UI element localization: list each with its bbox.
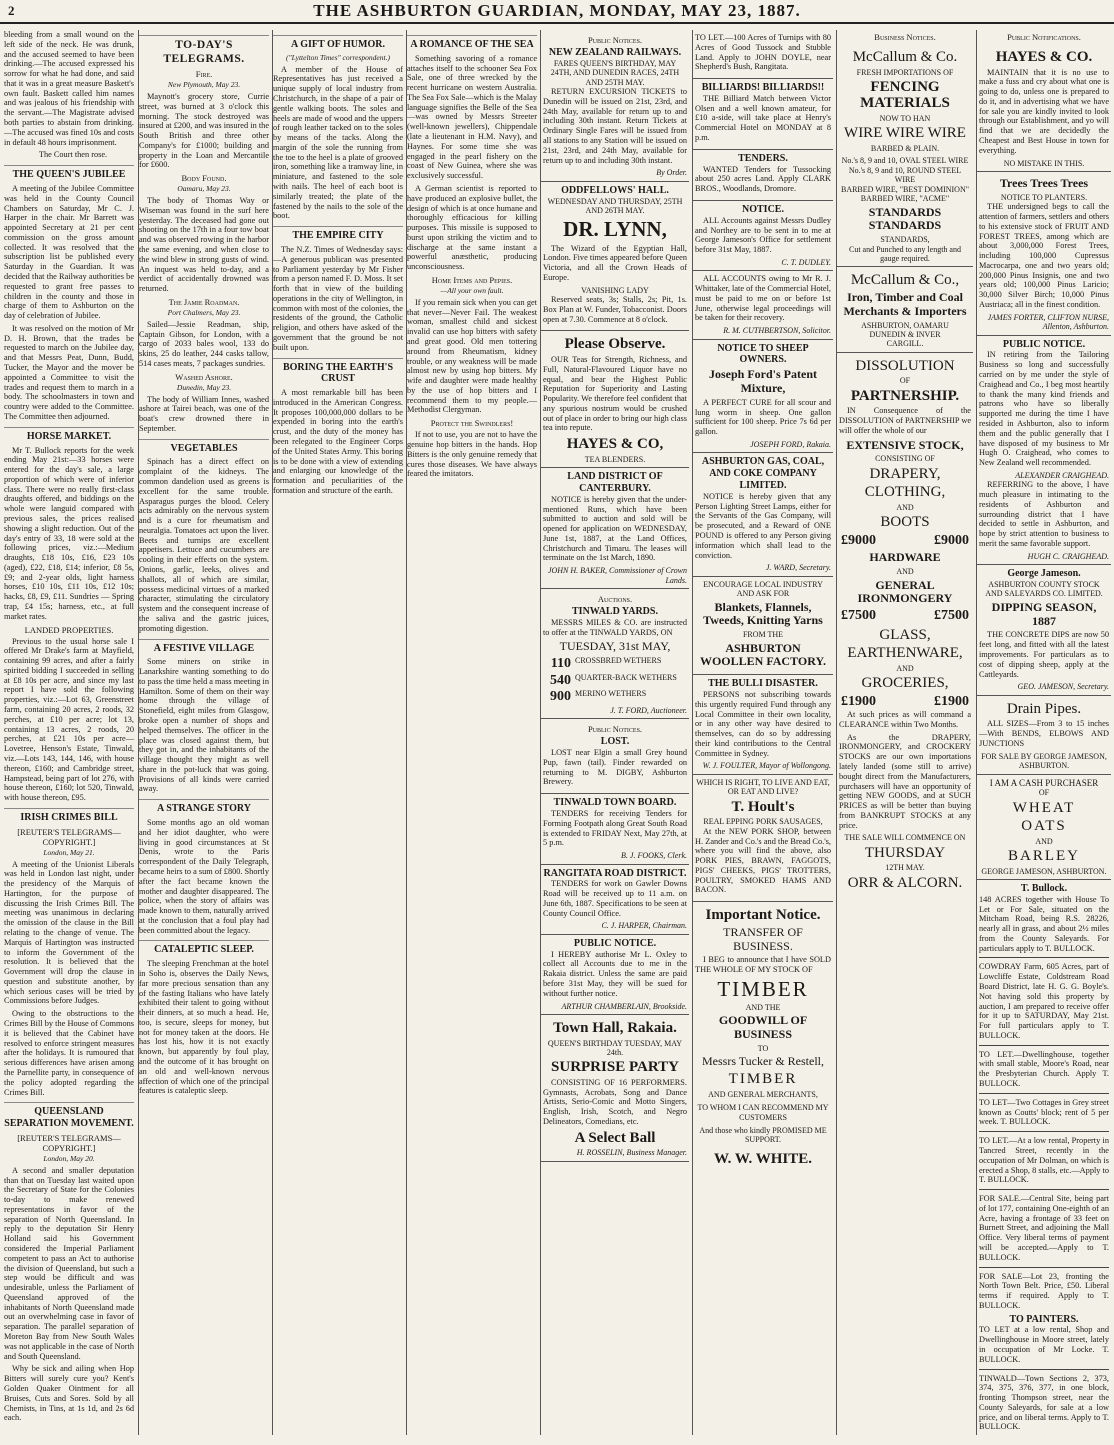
- ad-display: HAYES & CO,: [566, 436, 664, 453]
- article-text: Previous to the usual horse sale I offered Mr Drake's farm at Mayfield, containing 99 acres, and after a fairly spirited bidding I succeeded in selling at £8 10s per acre, and since my last report I have sold the following properties, viz.:—Lot 63, Greenstreet farm, containing 20 acres, 2 roods, 32 perches, at £10 per acre; lot 13, containing 13 acres, 2 roods, 20 perches, at £21 10s per acre—Lovetree, Henson's Estate, Tinwald, viz.—Lots 143, 144, 146, with house thereon, £160; and Cambridge street, Hampstead, being part of lot 276, with house thereon, £160; lot 520, Tinwald, with house thereon, £95.: [4, 636, 134, 803]
- column-2: [138, 30, 269, 1435]
- ad-subtitle: AND GENERAL MERCHANTS,: [708, 1089, 818, 1099]
- ad-tea: [541, 331, 689, 468]
- ad-text: MESSRS MILES & CO. are instructed to offer at the TINWALD YARDS, ON: [543, 617, 687, 637]
- ad-display: EXTENSIVE STOCK,: [846, 437, 964, 452]
- ad-text: At the NEW PORK SHOP, between H. Zander and Co.'s and the Bread Co.'s, where you will find the above, also PORK PIES, BRAWN, FAGGOTS, PIGS' CHEEKS, PIGS' TROTTERS, POULTRY, SMOKED HAMS AND BACON.: [695, 826, 831, 895]
- headline: VEGETABLES: [139, 439, 269, 455]
- ad-text: ALL Accounts against Messrs Dudley and Northey are to be sent in to me at George Jameson's Office for settlement before 31st May, 1887.: [695, 215, 831, 255]
- ad-text: As the DRAPERY, IRONMONGERY, and CROCKERY STOCKS are our own importations lately landed (some still to arrive) bought direct from the Manufacturers, purchasers will have an opportunity of getting NEW GOODS, and at SUCH PRICES as will be better than buying from BANKRUPT STOCKS at any price.: [839, 732, 971, 830]
- ad-text: Reserved seats, 3s; Stalls, 2s; Pit, 1s. Box Plan at W. Funder, Tobacconist. Doors open at 7.30. Commence at 8 o'clock.: [543, 295, 687, 324]
- ad-subtitle: GEORGE JAMESON, ASHBURTON.: [981, 866, 1107, 876]
- ad-text: At such prices as will command a CLEARANCE within Two Months.: [839, 710, 971, 729]
- ad-hayes: [977, 44, 1111, 172]
- lot-list: [543, 656, 687, 706]
- ad-display: GENERAL IRONMONGERY: [857, 577, 953, 606]
- ad-subtitle: NOTICE TO PLANTERS.: [1000, 192, 1088, 202]
- ad-tailoring: [977, 336, 1111, 566]
- ad-text: TENDERS for receiving Tenders for Forming Footpath along Great South Road is extended to FRIDAY Next, May 27th, at 5 p.m.: [543, 808, 687, 848]
- ad-signature: JOHN H. BAKER, Commissioner of Crown Lands.: [547, 566, 687, 585]
- headline: THE QUEEN'S JUBILEE: [4, 165, 134, 181]
- ad-text: IN Consequence of the DISSOLUTION of PARTNERSHIP we will offer the whole of our: [839, 406, 971, 435]
- ad-text: ALL SIZES—From 3 to 15 inches—With BENDS, ELBOWS AND JUNCTIONS: [979, 719, 1109, 748]
- ad-transfer-business: [693, 902, 833, 1172]
- ad-signature: JOSEPH FORD, Rakaia.: [750, 439, 831, 449]
- ad-signature: H. ROSSELIN, Business Manager.: [576, 1148, 687, 1158]
- headline: QUEENSLAND SEPARATION MOVEMENT.: [4, 1102, 134, 1130]
- ad-display: TIMBER: [717, 976, 809, 1001]
- ad-subtitle: ENCOURAGE LOCAL INDUSTRY: [703, 579, 823, 589]
- price-row: [839, 694, 971, 711]
- article-text: A meeting of the Jubilee Committee was held in the County Council Chambers on Saturday, Mr C. J. Harper in the chair. Mr Barrett was appointed Secretary at 21 per cent commission on the gross amount collected. It was resolved that the subscription list be published every Saturday in the Guardian. It was decided that the Railway authorities be requested to grant free passes to children in the county and those in charge of them to Ashburton on the day of celebration of Jubilee.: [4, 183, 134, 321]
- page-number: 2: [8, 3, 16, 18]
- ad-title: PUBLIC NOTICE.: [1002, 338, 1086, 350]
- ad-signature: W. J. FOULTER, Mayor of Wollongong.: [702, 761, 831, 771]
- article-text: A meeting of the Unionist Liberals was held in London last night, under the presidency of the Marquis of Hartington, for the purpose of discussing the Irish Crimes Bill. The meeting was unanimous in declaring the omission of the clause in the Bill relating to the change of venue. The Marquis of Hartington was instructed to inform the Government of the resolution. It is believed that the Government will drop the clause in question and substitute another, by which serious cases will be tried by Commissions before Judges.: [4, 859, 134, 1006]
- ad-land-district: [541, 468, 689, 589]
- ad-public-notice: [541, 935, 689, 1015]
- list-item: [543, 656, 687, 673]
- article-text: Something savoring of a romance attaches itself to the schooner Sea Fox Sale, one of three wrecked by the recent hurricane on western Australia. The Sea Fox Sale—which is the Malay language signifies the Belle of the Sea—was owned by Messrs Streeter (well-known jewellers), Chippendale (late a lieutenant in H.M. Navy), and Haynes. For some time she was engaged in the pearl fishery on the coast of New Guinea, where she was exclusively successful.: [407, 53, 537, 181]
- price: £7500: [841, 608, 876, 624]
- article-text: Some miners on strike in Lanarkshire wanting something to do to pass the time held a mass meeting in Hamilton. Some of them on their way home through the village of Stonefield, eight miles from Glasgow, broke open a number of shops and helped themselves. The officer in the place was closed against them, but they got in, and the inhabitants of the village thought they might as well share in the pot-luck that was going. Provisions of all kinds were carried away.: [139, 657, 269, 794]
- ad-title: TINWALD YARDS.: [572, 606, 658, 618]
- ad-display: WHEAT: [1012, 799, 1076, 816]
- dateline: New Plymouth, May 23.: [167, 80, 241, 90]
- ad-title: TENDERS.: [738, 152, 788, 164]
- subheading: Washed Ashore.: [175, 371, 233, 382]
- ad-display: Joseph Ford's Patent Mixture,: [709, 367, 817, 396]
- article-text: Owing to the obstructions to the Crimes Bill by the House of Commons it is believed that the Cabinet have resolved to enforce stringent measures after the holidays. It is rumoured that serious differences have arisen among the Parnellite party, in consequence of the policy adopted regarding the Crimes Bill.: [4, 1009, 134, 1097]
- ad-display: SURPRISE PARTY: [551, 1059, 679, 1076]
- divider: [979, 1045, 1109, 1046]
- section-heading: Public Notices.: [587, 724, 643, 735]
- ad-text: TO LET—Two Cottages in Grey street known as Coutts' block; rent of 5 per week. T. BULLOCK.: [979, 1097, 1109, 1127]
- column-8: [976, 30, 1111, 1435]
- ad-display: PARTNERSHIP.: [850, 387, 960, 404]
- ad-display: Blankets, Flannels, Tweeds, Knitting Yarns: [703, 599, 823, 628]
- ad-subtitle: CONSISTING OF: [875, 454, 935, 464]
- ad-subtitle: FOR SALE BY GEORGE JAMESON, ASHBURTON.: [981, 751, 1107, 771]
- ad-text: I BEG to announce that I have SOLD THE WHOLE OF MY STOCK OF: [695, 955, 831, 975]
- ad-signature: R. M. CUTHBERTSON, Solicitor.: [723, 326, 831, 336]
- ad-oddfellows: [541, 182, 689, 332]
- ad-bulli-disaster: [693, 675, 833, 775]
- list-item: No.'s 8, 9 and 10, OVAL STEEL WIRE: [841, 156, 969, 166]
- ad-text: ALL ACCOUNTS owing to Mr R. J. Whittaker, late of the Commercial Hotel, must be paid to me on or before 1st June, otherwise legal proceedings will be taken for their recovery.: [695, 274, 831, 323]
- ad-signature: C. J. HARPER, Chairman.: [601, 921, 687, 931]
- ad-subtitle: REAL EPPING PORK SAUSAGES,: [703, 817, 823, 827]
- headline: A STRANGE STORY: [139, 799, 269, 815]
- ad-lost: [541, 719, 689, 794]
- ad-subtitle: DUNEDIN & INVER: [869, 329, 941, 339]
- ad-mccallum-merchants: [837, 267, 973, 352]
- ad-title: LOST.: [600, 736, 630, 748]
- ad-display: TRANSFER OF BUSINESS.: [723, 924, 803, 953]
- ad-display: Please Observe.: [564, 336, 666, 353]
- ad-display: FENCING MATERIALS: [860, 78, 950, 112]
- section-heading: Auctions.: [597, 594, 633, 605]
- ad-text: TO LET.—100 Acres of Turnips with 80 Acres of Good Tussock and Stubble Land. Apply to JOHN DOYLE, near Shepherd's Bush, Rangitata.: [695, 33, 831, 72]
- ad-text: WANTED Tenders for Tussocking about 250 acres Land. Apply CLARK BROS., Woodlands, Dromore.: [695, 164, 831, 194]
- headline: A ROMANCE OF THE SEA: [407, 35, 537, 51]
- headline: THE EMPIRE CITY: [273, 226, 403, 242]
- ad-signature: W. W. WHITE.: [714, 1150, 812, 1167]
- divider: [979, 1369, 1109, 1370]
- article-text: Sailed—Jessie Readman, ship, Captain Gibson, for London, with a cargo of 2033 bales wool, 133 do skins, 25 do leather, 244 casks tallow, 514 cases meats, 7 packages sundries.: [139, 319, 269, 368]
- ad-subtitle: FROM THE: [742, 630, 784, 640]
- ad-display: GLASS,: [879, 626, 931, 643]
- subheading: Protect the Swindlers!: [430, 418, 514, 429]
- price: £7500: [934, 608, 969, 624]
- ad-hoult-sausages: [693, 775, 833, 902]
- ad-display: BARLEY: [1008, 848, 1080, 865]
- ad-display: HAYES & CO.: [995, 49, 1093, 66]
- ad-text: REFERRING to the above, I have much pleasure in intimating to the residents of Ashburton and surrounding district that I have decided to settle in Ashburton, and hope by strict attention to business to merit the same favorable support.: [979, 480, 1109, 548]
- section-heading: Public Notifications.: [1007, 32, 1081, 42]
- ad-text: THE Billiard Match between Victor Olsen and a well known amateur, for £10 a-side, will take place at Henry's Commercial Hotel on MONDAY at 8 p.m.: [695, 93, 831, 143]
- subheading: LANDED PROPERTIES.: [24, 624, 114, 635]
- ad-text: NOTICE is hereby given that the under-mentioned Runs, which have been submitted to auction and sold will be opened for application on WEDNESDAY, June 1st, 1887, at the Land Offices, Christchurch and Timaru. The leases will terminate on the 1st March, 1890.: [543, 494, 687, 563]
- ad-text: FOR SALE—Lot 23, fronting the North Town Belt. Price, £50. Liberal terms if required. Apply to T. BULLOCK.: [979, 1271, 1109, 1310]
- headline: TO-DAY'S TELEGRAMS.: [139, 35, 269, 66]
- ad-display: TIMBER: [728, 1071, 798, 1088]
- list-item: BARBED WIRE, "BEST DOMINION": [840, 184, 969, 194]
- divider: [979, 957, 1109, 958]
- divider: [979, 1267, 1109, 1268]
- ad-grain-purchaser: [977, 775, 1111, 880]
- dateline: Dunedin, May 23.: [176, 382, 232, 392]
- ad-trees: [977, 172, 1111, 336]
- ad-subtitle: 12TH MAY.: [885, 863, 925, 873]
- price: £1900: [841, 693, 876, 709]
- ad-subtitle: And those who kindly PROMISED ME SUPPORT.: [699, 1125, 827, 1145]
- column-4: [406, 30, 537, 1435]
- ad-text: THE CONCRETE DIPS are now 50 feet long, and fitted with all the latest improvements. For particulars as to cost of dipping sheep, apply at the Cattleyards.: [979, 630, 1109, 679]
- ad-display: OATS: [1021, 818, 1067, 835]
- subheading: [REUTER'S TELEGRAMS—COPYRIGHT.]: [17, 826, 121, 847]
- ad-title: THE BULLI DISASTER.: [708, 678, 818, 690]
- lot-count: 110: [550, 656, 571, 672]
- ad-title: NOTICE TO SHEEP OWNERS.: [717, 342, 809, 366]
- ad-signature: J. T. FORD, Auctioneer.: [610, 705, 687, 715]
- ad-dipping: [977, 565, 1111, 696]
- headline: A FESTIVE VILLAGE: [139, 639, 269, 655]
- ad-accounts-owing: [693, 271, 833, 339]
- ad-text: OUR Teas for Strength, Richness, and Full, Natural-Flavoured Liquor have no equal, and bear the Highest Public Reputation for Superiority and Lasting Popularity. We therefore feel confident that any spurious nostrum would be crushed out of place in order to bring our high class tea into repute.: [543, 354, 687, 433]
- ad-display: DR. LYNN,: [563, 217, 667, 242]
- ad-tinwald-yards: [541, 589, 689, 719]
- ad-title: ODDFELLOWS' HALL.: [561, 184, 669, 196]
- ad-subtitle: AND: [896, 663, 914, 673]
- ad-text: A PERFECT CURE for all scour and lung worm in sheep. One gallon sufficient for 100 sheep. Price 7s 6d per gallon.: [695, 397, 831, 437]
- ad-sheep-mixture: [693, 340, 833, 454]
- ad-title: BILLIARDS! BILLIARDS!!: [701, 82, 825, 94]
- ad-display: DRAPERY,: [869, 465, 941, 482]
- ad-text: MAINTAIN that it is no use to make a fuss and cry about what one is going to do, unless one is prepared to do it, and in advertising what we have for sale you are kindly invited to look through our Establishment, and yo will find that we are decidedly the Cheapest and Best House in town for everything.: [979, 67, 1109, 155]
- ad-subtitle: AND THE: [745, 1002, 781, 1012]
- ad-text: TO LET at a low rental, Shop and Dwellinghouse in Moore street, lately in occupation of Mr Locke. T. BULLOCK.: [979, 1325, 1109, 1364]
- headline: IRISH CRIMES BILL: [4, 808, 134, 824]
- ad-subtitle: STANDARDS,: [880, 235, 930, 245]
- list-item: [543, 689, 687, 706]
- divider: [979, 1093, 1109, 1094]
- ad-display: T. Hoult's: [731, 798, 795, 815]
- article-text: A most remarkable bill has been introduced in the American Congress. It proposes 100,000,000 dollars to be expended in boring into the earth's crust, and the duty of the money has been relegated to the Engineer Corps of the United States Army. This boring is to be done with a view of extending and enlarging our knowledge of the formation and peculiarities of the formation and structure of the earth.: [273, 388, 403, 495]
- price: £1900: [934, 693, 969, 709]
- ad-railways: [541, 30, 689, 182]
- ad-rangitata: [541, 865, 689, 935]
- ad-title: ASHBURTON GAS, COAL, AND COKE COMPANY LIMITED.: [701, 456, 825, 492]
- ad-signature: GEO. JAMESON, Secretary.: [1017, 682, 1109, 692]
- ad-subtitle: Cut and Punched to any length and gauge required.: [849, 244, 961, 263]
- article-text: If you remain sick when you can get that never—Never Fail. The weakest woman, smallest child and sickest invalid can use hop bitters with safety and great good. Old men tottering around from Rheumatism, kidney trouble, or any weakness will be made almost new by using hop bitters. My wife and daughter were made healthy by the use of hop bitters and I recommend them to my people.—Methodist Clergyman.: [407, 297, 537, 415]
- ad-title: PUBLIC NOTICE.: [573, 937, 657, 949]
- price: £9000: [934, 532, 969, 548]
- column-7: [836, 30, 973, 1435]
- ad-signature: By Order.: [656, 168, 687, 178]
- ad-text: IN retiring from the Tailoring Business so long and successfully carried on by me under the style of Craighead and Co., I beg most heartily to thank the many kind friends and patrons who have so liberally supported me during the time I have resided in Ashburton, also to inform them and the public generally that I have disposed of my business to Mr Hugh O. Craighead, who comes to New Zealand well recommended.: [979, 350, 1109, 468]
- ad-text: 148 ACRES together with House To Let or For Sale, situated on the Mitcham Road, being R.S. 28226, nearly all in grass, and about 2½ miles from the County Saleyards. For particulars apply to T. BULLOCK.: [979, 894, 1109, 953]
- ad-display: TUESDAY, 31st MAY,: [559, 639, 671, 654]
- ad-display: DISSOLUTION: [855, 357, 955, 374]
- ad-title: George Jameson.: [1007, 568, 1081, 580]
- ad-text: NOTICE is hereby given that any Person Lighting Street Lamps, either for the Servants of the Gas Company, will be prosecuted, and a Reward of ONE POUND is offered to any Person giving information which shall lead to the conviction.: [695, 491, 831, 560]
- list-item: [543, 673, 687, 690]
- list-item: BARBED WIRE, "ACME": [860, 194, 950, 204]
- subheading: The Jamie Roadman.: [168, 296, 240, 307]
- ad-subtitle: FARES QUEEN'S BIRTHDAY, MAY 24TH, AND DUNEDIN RACES, 24TH AND 25TH MAY.: [550, 58, 680, 87]
- column-6: [692, 30, 833, 1435]
- divider: [979, 1131, 1109, 1132]
- ad-text: I HEREBY authorise Mr L. Oxley to collect all Accounts due to me in the Rakaia district. Unless the same are paid before 31st May, they will be sued for without further notice.: [543, 949, 687, 998]
- ad-display: McCallum & Co.: [852, 49, 958, 66]
- ad-display: EARTHENWARE,: [847, 645, 963, 662]
- ad-subtitle: WHICH IS RIGHT, TO LIVE AND EAT, OR EAT AND LIVE?: [696, 777, 830, 797]
- ad-display: VANISHING LADY: [581, 285, 649, 295]
- ad-subtitle: AND: [896, 502, 914, 512]
- article-text: The Court then rose.: [38, 150, 108, 160]
- lot-description: MERINO WETHERS: [575, 689, 647, 699]
- ad-bullock-properties: [977, 880, 1111, 1435]
- article-text: It was resolved on the motion of Mr D. H. Brown, that the trades be requested to march on the Jubilee day, and that Messrs Peat, Dunn, Budd, Tucker, the Mayor and the mover be appointed a Committee to visit the trades and request them to march in a body. The schoolmasters in town and country were added to the Committee. The Committee then adjourned.: [4, 323, 134, 421]
- ad-text: RETURN EXCURSION TICKETS to Dunedin will be issued on 21st, 23rd, and 24th May, available for return up to and including 30th instant. Return Tickets at Ordinary Single Fares will be issued from all stations to any Station will be issued on 21st, 23rd, and 24th May, available for return up to and including 30th instant.: [543, 87, 687, 165]
- section-heading: Business Notices.: [874, 32, 936, 42]
- article-text: Some months ago an old woman and her idiot daughter, who were living in good circumstances at St Denis, wrote to the Paris correspondent of the Daily Telegraph, became heirs to a sum of £800. Shortly after the fact became known the mother and daughter disappeared. The police, when the story of affairs was made known to them, naturally arrived at the conclusion that a foul play had been committed about the legacy.: [139, 818, 269, 935]
- ad-dissolution: [837, 353, 973, 897]
- subheading: Body Found.: [181, 173, 227, 184]
- ad-title: T. Bullock.: [1020, 882, 1068, 894]
- ad-display: CLOTHING,: [864, 484, 946, 501]
- article-text: bleeding from a small wound on the left side of the neck. He was drunk, and the accused seemed to have been drinking.—The accused expressed his sorrow for what he had done, and said that it was in a great measure Baskett's own fault. Baskett called him names and was jealous of his friendship with the servant.—The Magistrate advised both parties to abstain from drinking.—The accused was fined 10s and costs in default 48 hours imprisonment.: [4, 30, 134, 147]
- ad-display: Important Notice.: [705, 907, 821, 924]
- dateline: London, May 20.: [43, 1153, 95, 1163]
- ad-rakaia-hall: [541, 1015, 689, 1162]
- ad-signature: J. WARD, Secretary.: [765, 563, 831, 573]
- ad-billiards: [693, 79, 833, 150]
- article-text: The N.Z. Times of Wednesday says:—A generous publican was presented to Parliament yesterday by Mr Fisher from a person named F. D. Moss. It set forth that in view of the building operations in the city of Wellington, in common with most of the colonies, the residents of the ground, the Catholic religion, and others have asked of the government that the ground be not built upon.: [273, 244, 403, 352]
- ad-tenders: [693, 150, 833, 201]
- ad-subtitle: QUEEN'S BIRTHDAY TUESDAY, MAY 24th.: [547, 1038, 683, 1057]
- ad-subtitle: ASHBURTON, OAMARU: [861, 320, 949, 330]
- column-1: [4, 30, 134, 1435]
- article-text: Maynott's grocery store, Currie street, was burned at 3 o'clock this morning. The stock destroyed was insured at £200, and was insured in the South British and three other Company's for £1000; building and property in the Loan and Mercantile for £600.: [139, 91, 269, 170]
- article-text: Spinach has a direct effect on complaint of the kidneys. The common dandelion used as greens is excellent for the same trouble. Asparagus purges the blood. Celery acts admirably on the nervous system and is a cure for rheumatism and neuralgia. Tomatoes act upon the liver. Beets and turnips are excellent appetisers. Lettuce and cucumbers are cooling in their effects on the system. Onions, garlic, leeks, olives and shallots, all of which are similar, possess medicinal virtues of a marked character, stimulating the circulatory system and the consequent increase of the saliva and the gastric juices, promoting digestion.: [139, 457, 269, 633]
- divider: [979, 1189, 1109, 1190]
- list-item: No.'s 8, 9 and 10, ROUND STEEL WIRE: [848, 165, 962, 185]
- ad-subtitle: THE SALE WILL COMMENCE ON: [844, 833, 966, 843]
- ad-text: PERSONS not subscribing towards this urgently required Fund through any Local Committee in their own locality, or in any other way have desired to themselves, can do so by addressing their kind contributions to the Central Committee in Sydney.: [695, 690, 831, 758]
- dateline: Oamaru, May 23.: [177, 184, 231, 194]
- dateline: London, May 21.: [43, 847, 95, 857]
- ad-text: TO LET.—At a low rental, Property in Tancred Street, recently in the occupation of Mr Dolman, on which is erected a Shop, 8 stalls, etc.—Apply to T. BULLOCK.: [979, 1136, 1109, 1185]
- article-text: A member of the House of Representatives has just received a unique supply of local industry from Christchurch, in the shape of a pair of gentle walking boots. The soles and heels are made of wood and the uppers of rough leather tacked on to the soles by means of the tacks. Along the margin of the sole the running from the toe to the heel is a plate of grooved iron, something like a tramway line, in miniature, and fastened to the sole with nails. The heel of each boot is similarly treated; the plate of the fastened by the nails to the sole of the boot.: [273, 64, 403, 221]
- lot-description: CROSSBRED WETHERS: [575, 656, 662, 666]
- ad-display: BOOTS: [880, 514, 930, 531]
- ad-display: WIRE WIRE WIRE: [844, 125, 966, 142]
- ad-notice-accounts: [693, 201, 833, 271]
- subheading: [REUTER'S TELEGRAMS—COPYRIGHT.]: [17, 1132, 121, 1153]
- ad-title: NEW ZEALAND RAILWAYS.: [548, 47, 682, 59]
- ad-display: ASHBURTON WOOLLEN FACTORY.: [699, 640, 827, 669]
- headline: CATALEPTIC SLEEP.: [139, 940, 269, 956]
- ad-title: NOTICE.: [742, 203, 784, 215]
- ad-title: TO PAINTERS.: [1009, 1313, 1079, 1325]
- ad-subtitle: AND ASK FOR: [736, 589, 790, 599]
- ad-display: DIPPING SEASON, 1887: [991, 599, 1097, 628]
- ad-woollen-factory: [693, 577, 833, 676]
- ad-subtitle: AND: [1035, 836, 1053, 846]
- ad-text: FOR SALE.—Central Site, being part of lot 177, containing One-eighth of an Acre, having a frontage of 33 feet on Burnett Street, and adjoining the Mall Office. Very liberal terms of payment will be accepted.—Apply to T. BULLOCK.: [979, 1194, 1109, 1262]
- column-3: [272, 30, 403, 1435]
- ad-subtitle: AND: [896, 567, 914, 577]
- ad-subtitle: NOW TO HAN: [879, 113, 931, 123]
- ad-display: GOODWILL OF BUSINESS: [718, 1013, 808, 1042]
- ad-signature: JAMES FORTER, CLIFTON NURSE, Allenton, Ashburton.: [987, 312, 1109, 332]
- ad-signature: B. J. FOOKS, Clerk.: [621, 851, 687, 861]
- ad-subtitle: OF: [899, 376, 911, 386]
- lot-count: 540: [550, 672, 571, 688]
- byline: ("Lyttelton Times" correspondent.): [286, 52, 390, 62]
- ad-subtitle: OF: [1038, 788, 1050, 798]
- subheading: Fire.: [195, 69, 213, 80]
- ad-text: The Wizard of the Egyptian Hall, London. Five times appeared before Queen Victoria, and all the Crown Heads of Europe.: [543, 243, 687, 282]
- ad-display: A Select Ball: [574, 1129, 656, 1146]
- article-text: The body of Thomas Way or Wiseman was found in the surf here yesterday. The deceased had gone out shooting on the 17th in a four tow boat and was observed rowing in the harbor the same evening, and when close to the wind blew in strong gusts of wind. An inquest was held to-day, and a verdict of accidentally drowned was returned.: [139, 196, 269, 294]
- ad-subtitle: I AM A CASH PURCHASER: [989, 777, 1099, 788]
- headline: BORING THE EARTH'S CRUST: [273, 358, 403, 386]
- headline: A GIFT OF HUMOR.: [273, 35, 403, 51]
- ad-display: Drain Pipes.: [1006, 700, 1082, 717]
- ad-signature: ALEXANDER CRAIGHEAD.: [1015, 470, 1109, 480]
- article-text: The sleeping Frenchman at the hotel in Soho is, observes the Daily News, far more precious sensation than any of the fasting Italians who have lately exhibited their talent to going without their dinners, at so much a head. He, too, is secure, sleeps for money, but not for money taken at the doors. He has lost his, how it is not exactly known, but apparently by foul play, and the outcome of it has brought on an old and well-known nervous affection of which one of the principal features is cataleptic sleep.: [139, 959, 269, 1096]
- ad-tinwald-board: [541, 794, 689, 864]
- article-text: A German scientist is reported to have produced an explosive bullet, the design of which is at once humane and thoroughly efficacious for killing purposes. This missile is supposed to burst upon striking the victim and to discharge at the same instant a powerful anæsthetic, producing unconsciousness.: [407, 183, 537, 272]
- ad-display: HARDWARE: [869, 550, 941, 565]
- ad-signature: ARTHUR CHAMBERLAIN, Brookside.: [561, 1001, 687, 1011]
- ad-text: CONSISTING OF 16 PERFORMERS. Gymnasts, Acrobats, Song and Dance Artists, Serio-Comic and Motto Singers, English, Irish, Scotch, and Negro Delineators, Comedians, etc.: [543, 1077, 687, 1127]
- masthead: [0, 0, 1114, 24]
- ad-drain-pipes: [977, 696, 1111, 775]
- ad-display: Messrs Tucker & Restell,: [701, 1054, 824, 1069]
- masthead-title: THE ASHBURTON GUARDIAN, MONDAY, MAY 23, 1887.: [313, 1, 801, 20]
- subheading: —All your own fault.: [440, 286, 504, 295]
- ad-subtitle: TO: [757, 1043, 769, 1053]
- ad-text: THE undersigned begs to call the attention of farmers, settlers and others to his extensive stock of FRUIT AND FOREST TREES, among which are about 3,000,000 Forest Trees, including 100,000 Cupressus Macrocarpa, one and two years old; 200,000 Pinus Insignis, one and two years old; 100,000 Pinus Laricio; 30,000 Silver Birch; 10,000 Pinus Austriaca; all in the finest condition.: [979, 202, 1109, 310]
- article-text: A second and smaller deputation than that on Tuesday last waited upon the Secretary of State for the Colonies to-day to make renewed representations in favor of the separation of North Queensland. In reply to the deputation Sir Henry Holland said his Government considered the Imperial Parliament competent to pass an Act to authorise the division of Queensland, but such a step would be difficult and was undesirable, unless the Parliament of Queensland approved of the inhabitants of North Queensland made out an overwhelming case in favor of separation. The parallel separation of Moreton Bay from New South Wales was not applicable in the case of North and South Queensland.: [4, 1165, 134, 1361]
- ad-gas-company: [693, 453, 833, 576]
- ad-display: THURSDAY: [864, 844, 946, 861]
- ad-display: GROCERIES,: [861, 675, 949, 692]
- price-row: [839, 608, 971, 625]
- ad-display: Iron, Timber and Coal Merchants & Importers: [843, 289, 967, 318]
- ad-title: RANGITATA ROAD DISTRICT.: [543, 867, 687, 879]
- article-text: If not to use, you are not to have the genuine hop bitters in the hands. Hop Bitters is the only genuine remedy that cures those diseases. We have always feared the imitators.: [407, 430, 537, 479]
- article-text: The body of William Innes, washed ashore at Tairei beach, was one of the boat's crew drowned there in September.: [139, 394, 269, 433]
- ad-title: LAND DISTRICT OF CANTERBURY.: [567, 471, 663, 494]
- ad-subtitle: BARBED & PLAIN.: [870, 143, 940, 153]
- ad-display: Trees Trees Trees: [999, 175, 1089, 190]
- ad-text: TINWALD—Town Sections 2, 373, 374, 375, 376, 377, in one block, fronting Thompson street, near the County Saleyards, for sale at a low price, and on liberal terms. Apply to T. BULLOCK.: [979, 1373, 1109, 1432]
- ad-signature: HUGH C. CRAIGHEAD.: [1027, 551, 1109, 561]
- ad-signature: C. T. DUDLEY.: [781, 257, 831, 267]
- ad-subtitle: WEDNESDAY AND THURSDAY, 25TH AND 26TH MAY.: [547, 196, 683, 216]
- article-text: Why be sick and ailing when Hop Bitters will surely cure you? Kent's Golden Quaker Ointment for all Bruises, Cuts and Sores. Sold by all Chemists, in Tins, at 1s 1d, and 2s 6d each.: [4, 1364, 134, 1423]
- subheading: Home Items and Pepies.: [431, 274, 513, 285]
- ad-subtitle: FRESH IMPORTATIONS OF: [856, 67, 954, 77]
- price-row: [839, 533, 971, 550]
- ad-subtitle: ASHBURTON COUNTY STOCK AND SALEYARDS CO. LIMITED.: [985, 580, 1103, 599]
- ad-title: TINWALD TOWN BOARD.: [553, 797, 677, 809]
- headline: HORSE MARKET.: [4, 427, 134, 443]
- column-5: [540, 30, 689, 1435]
- dateline: Port Chalmers, May 23.: [167, 307, 241, 317]
- ad-text: TO LET.—Dwellinghouse, together with small stable, Moore's Road, near the Presbyterian Church. Apply T. BULLOCK.: [979, 1049, 1109, 1089]
- ad-display: STANDARDS STANDARDS: [868, 204, 942, 233]
- ad-display: McCallum & Co.,: [850, 272, 960, 289]
- ad-subtitle: TEA BLENDERS.: [584, 454, 646, 464]
- lot-description: QUARTER-BACK WETHERS: [575, 672, 677, 682]
- ad-display: Town Hall, Rakaia.: [553, 1020, 677, 1037]
- ad-subtitle: TO WHOM I CAN RECOMMEND MY CUSTOMERS: [697, 1103, 829, 1122]
- section-heading: Public Notices.: [587, 35, 643, 45]
- ad-text: TENDERS for work on Gawler Downs Road will be received up to 11 a.m. on June 6th, 1887. Specifications to be seen at County Council Office.: [543, 879, 687, 918]
- ad-subtitle: NO MISTAKE IN THIS.: [1003, 158, 1085, 168]
- ad-text: COWDRAY Farm, 605 Acres, part of Lowcliffe Estate, Coldstream Road Board District, late H. G. G. Boyle's. Not having sold this property by auction, I am prepared to receive offer for it up to SATURDAY, May 21st. For full particulars apply to T. BULLOCK.: [979, 962, 1109, 1040]
- lot-count: 900: [550, 689, 571, 705]
- article-text: Mr T. Bullock reports for the week ending May 21st:—33 horses were entered for the day's sale, a large proportion of which were of inferior class. There were no really first-class draughts offered, and biddings on the whole were languid compared with previous sales, the prices realised showing a slight reduction. Out of the day's entry of 33, 18 were sold at the following prices, viz.:—Medium draughts, £18 10s, £16, £23 10s (aged), £22, £18, £14; inferior, £8 5s, £9; and 2-year olds, light harness horses, £10 10s, £11 10s, £12 10s; hacks, £8, £9, £11. Sundries — Spring trap, £4 15s; harness, etc., at full market rates.: [4, 445, 134, 621]
- ad-mccallum-fencing: [837, 44, 973, 267]
- ad-text: LOST near Elgin a small Grey hound Pup, fawn (tail). Finder rewarded on returning to M. DIGBY, Ashburton Brewery.: [543, 748, 687, 787]
- price: £9000: [841, 532, 876, 548]
- ad-subtitle: CARGILL.: [886, 339, 924, 349]
- ad-display: ORR & ALCORN.: [847, 874, 963, 891]
- ad-to-let-turnips: [693, 30, 833, 79]
